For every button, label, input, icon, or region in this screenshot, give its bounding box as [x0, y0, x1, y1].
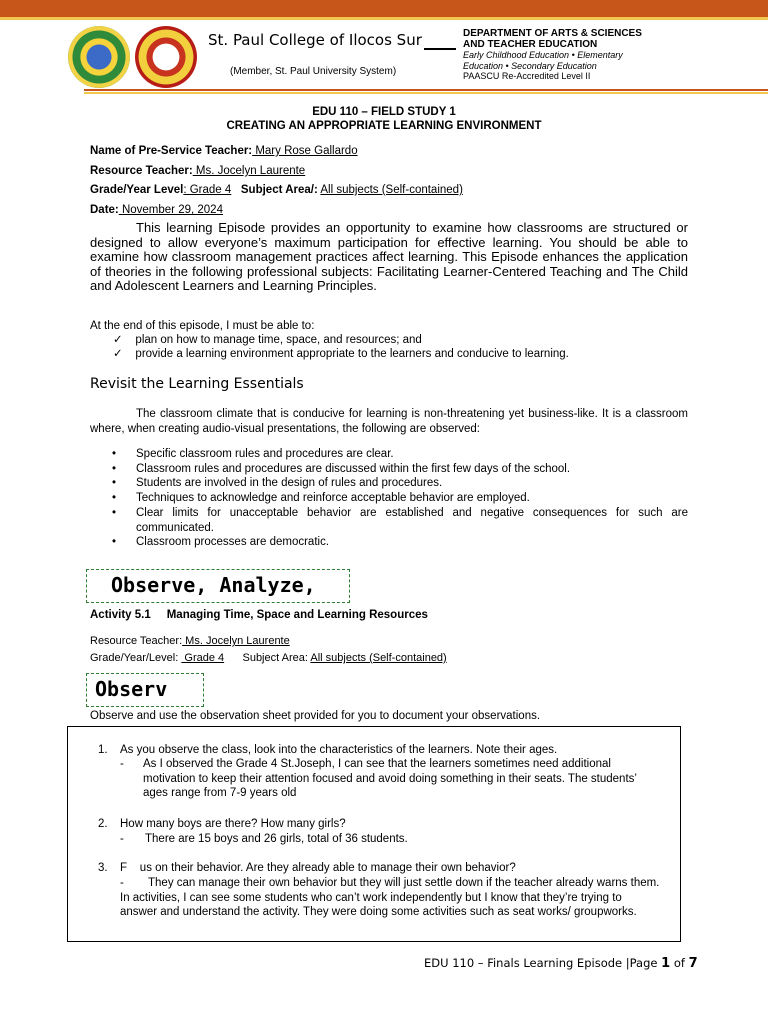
grade-subject-line	[90, 183, 463, 197]
list-item-text: Specific classroom rules and procedures are clear.	[136, 448, 394, 460]
dept-line-2: AND TEACHER EDUCATION	[463, 38, 598, 50]
activity-grade-value: Grade 4	[181, 652, 225, 664]
intro-paragraph: This learning Episode provides an opportunity to examine how classrooms are structured or designed to allow everyone’s maximum participation for effective learning. You should be able to examine how classroom management practices affect learning. This Episode enhances the application of theories in the following professional subjects: Facilitating Learner-Centered Teaching and The Child and Adolescent Learners and Learning Principles.	[90, 220, 688, 294]
university-seal-logo	[135, 26, 197, 88]
activity-banner: Observe, Analyze,	[86, 569, 350, 603]
school-name-underline	[424, 48, 456, 50]
header-accent-bar	[0, 17, 768, 20]
activity-title	[90, 608, 428, 622]
name-value: Mary Rose Gallardo	[252, 145, 358, 157]
activity-teacher-line	[90, 634, 290, 648]
bullet-icon: •	[112, 448, 117, 460]
department-info	[463, 29, 753, 82]
school-subtitle: (Member, St. Paul University System)	[230, 66, 397, 77]
question-number: 3.	[98, 862, 108, 874]
activity-title-text: Managing Time, Space and Learning Resources	[166, 609, 428, 621]
activity-subject-value: All subjects (Self-contained)	[310, 652, 447, 664]
bullet-icon: •	[112, 463, 117, 475]
objective-text: provide a learning environment appropriate to the learners and conducive to learning.	[135, 348, 569, 360]
activity-grade-label: Grade/Year/Level:	[90, 652, 179, 664]
header-top-bar	[0, 0, 768, 17]
page-footer	[424, 956, 698, 971]
answer-dash: -	[120, 833, 124, 845]
name-label: Name of Pre-Service Teacher:	[90, 145, 253, 157]
footer-page-number: 1	[661, 956, 671, 971]
pre-service-teacher-line	[90, 144, 358, 158]
subject-label: Subject Area/:	[240, 184, 318, 196]
answer-text: There are 15 boys and 26 girls, total of 36 students.	[145, 833, 408, 845]
date-label: Date:	[90, 204, 119, 216]
observe-banner: Observ	[86, 673, 204, 707]
footer-page-total: 7	[688, 956, 698, 971]
answer-dash: -	[120, 877, 124, 889]
dept-line-1: DEPARTMENT OF ARTS & SCIENCES	[463, 28, 642, 39]
checkmark-icon: ✓	[113, 334, 123, 346]
bullet-icon: •	[112, 536, 117, 548]
section-heading: Revisit the Learning Essentials	[90, 376, 304, 392]
objectives-lead: At the end of this episode, I must be able to:	[90, 320, 315, 332]
question-text: As you observe the class, look into the characteristics of the learners. Note their ages.	[120, 744, 558, 756]
list-item-text: Students are involved in the design of rules and procedures.	[136, 477, 443, 489]
list-item-text: Clear limits for unacceptable behavior are established and negative consequences for such are communicated.	[136, 507, 688, 534]
grade-value: : Grade 4	[183, 184, 232, 196]
question-number: 1.	[98, 744, 108, 756]
question-number: 2.	[98, 818, 108, 830]
activity-grade-line	[90, 651, 447, 665]
activity-subject-label: Subject Area:	[242, 652, 308, 664]
grade-label: Grade/Year Level	[90, 184, 184, 196]
checkmark-icon: ✓	[113, 348, 123, 360]
teacher-label: Resource Teacher:	[90, 165, 193, 177]
list-item-text: Classroom rules and procedures are discussed within the first few days of the school.	[136, 463, 571, 475]
subject-value: All subjects (Self-contained)	[320, 184, 463, 196]
observe-instruction: Observe and use the observation sheet provided for you to document your observations.	[90, 710, 541, 722]
resource-teacher-line	[90, 164, 305, 178]
dept-line-5: PAASCU Re-Accredited Level II	[463, 71, 591, 81]
question-text: How many boys are there? How many girls?	[120, 818, 346, 830]
list-item-text: Classroom processes are democratic.	[136, 536, 330, 548]
date-value: November 29, 2024	[118, 204, 223, 216]
date-line	[90, 203, 223, 217]
school-seal-logo	[68, 26, 130, 88]
school-name: St. Paul College of Ilocos Sur	[208, 31, 422, 49]
dept-line-3: Early Childhood Education • Elementary	[463, 50, 623, 60]
objective-text: plan on how to manage time, space, and resources; and	[135, 334, 422, 346]
dept-line-4: Education • Secondary Education	[463, 60, 597, 71]
answer-text: They can manage their own behavior but they will just settle down if the teacher already warns them. In activities, I can see some students who can’t work independently but I know that they’re trying to answer and understand the activity. They were doing some activities such as seat works/ groupworks.	[120, 877, 660, 919]
course-title: EDU 110 – FIELD STUDY 1	[312, 106, 456, 118]
list-item-text: Techniques to acknowledge and reinforce acceptable behavior are employed.	[136, 492, 530, 504]
activity-number: Activity 5.1	[90, 609, 151, 621]
essentials-paragraph: The classroom climate that is conducive for learning is non-threatening yet business-like. It is a classroom where, when creating audio-visual presentations, the following are observed:	[90, 408, 688, 435]
footer-of: of	[670, 956, 689, 970]
teacher-value: Ms. Jocelyn Laurente	[192, 165, 306, 177]
objective-item	[113, 347, 569, 361]
activity-teacher-value: Ms. Jocelyn Laurente	[182, 635, 290, 647]
bullet-icon: •	[112, 477, 117, 489]
activity-teacher-label: Resource Teacher:	[90, 635, 183, 647]
episode-title: CREATING AN APPROPRIATE LEARNING ENVIRONMENT	[226, 120, 542, 132]
bullet-icon: •	[112, 492, 117, 504]
header-divider-yellow	[84, 92, 768, 94]
bullet-icon: •	[112, 507, 117, 519]
question-text: F us on their behavior. Are they already able to manage their own behavior?	[120, 862, 516, 874]
answer-text: As I observed the Grade 4 St.Joseph, I can see that the learners sometimes need additional motivation to keep their attention focused and avoid doing something in their seats. The students’ ages range from 7-9 years old	[143, 758, 637, 800]
header-divider-orange	[84, 89, 768, 91]
answer-dash: -	[120, 758, 124, 770]
objective-item	[113, 333, 422, 347]
footer-text: EDU 110 – Finals Learning Episode |Page	[424, 956, 662, 970]
